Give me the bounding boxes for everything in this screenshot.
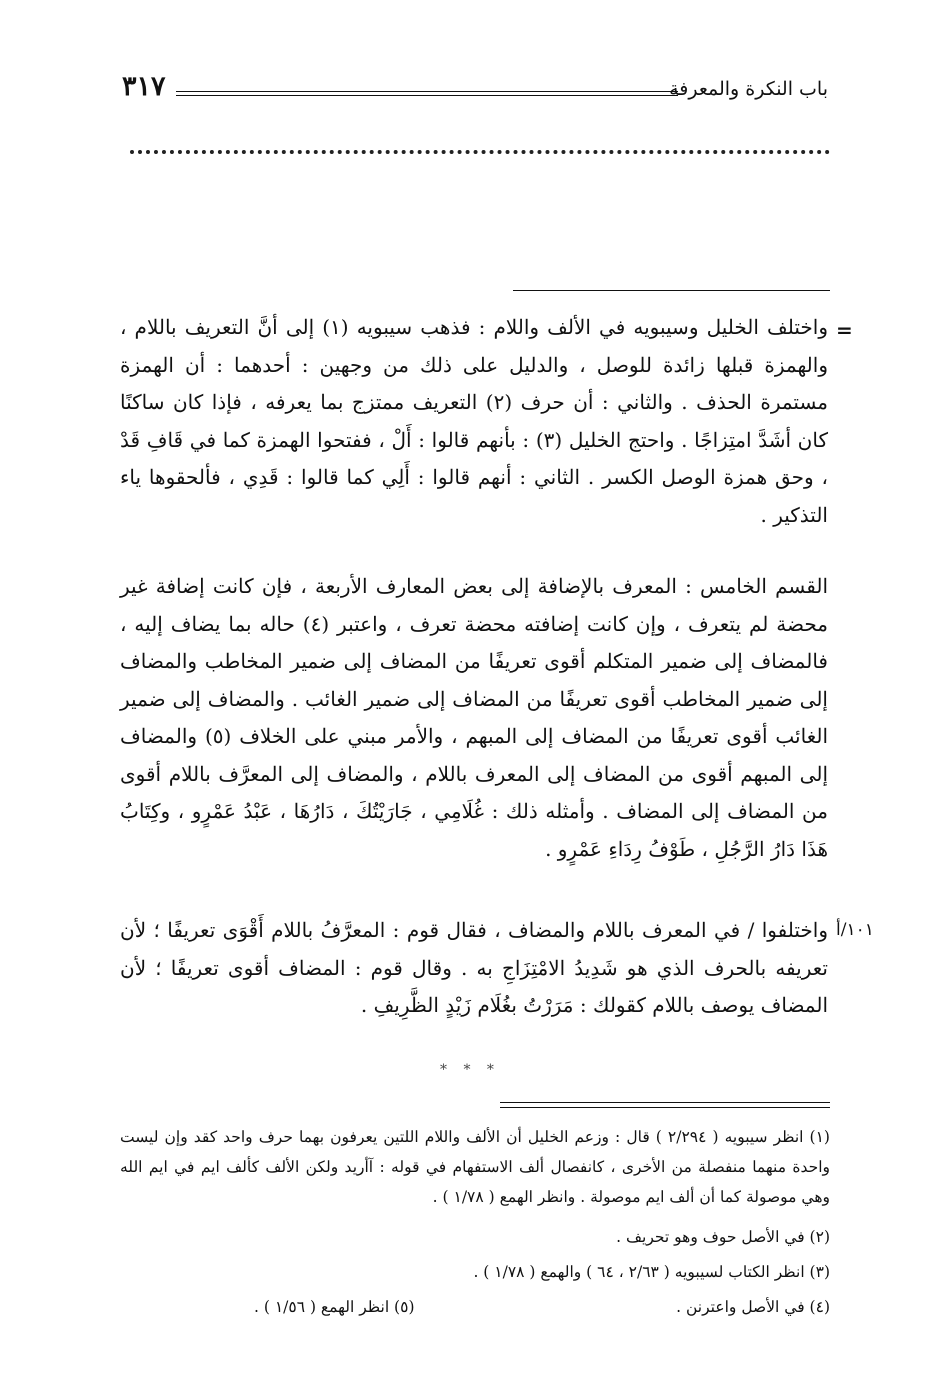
margin-folio-note: ١٠١/أ (836, 920, 874, 940)
section-break-stars: * * * (440, 1062, 500, 1078)
paragraph-alif-lam: واختلف الخليل وسيبويه في الألف واللام : فذهب سيبويه (١) إلى أنَّ التعريف باللام ، والهمزة قبلها زائدة للوصل ، والدليل على ذلك من وجهين : أحدهما : أن الهمزة مستمرة الحذف . والثاني : أن حرف (٢) التعريف ممتزج بما يعرفه ، فإذا كان ساكنًا كان أشَدَّ امتِزاجًا . واحتج الخليل (٣) : بأنهم قالوا : أَلْ ، ففتحوا الهمزة كما في قَافِ قَدْ ، وحق همزة الوصل الكسر . الثاني : أنهم قالوا : أَلِي كما قالوا : قَدِي ، فألحقوها ياء التذكير . (120, 315, 828, 527)
footnote-5: (٥) انظر الهمع ( ١/٥٦ ) . (254, 1298, 415, 1316)
paragraph-fifth-section: القسم الخامس : المعرف بالإضافة إلى بعض المعارف الأربعة ، فإن كانت إضافة غير محضة لم يتعرف ، وإن كانت إضافته محضة تعرف ، واعتبر (٤) حاله بما يضاف إليه ، فالمضاف إلى ضمير المتكلم أقوى تعريفًا من المضاف إلى ضمير المخاطب والمضاف إلى ضمير المخاطب أقوى تعريفًا من المضاف إلى ضمير الغائب . والمضاف إلى ضمير الغائب أقوى تعريفًا من المضاف إلى المبهم ، والأمر مبني على الخلاف (٥) والمضاف إلى المبهم أقوى من المضاف إلى المعرف باللام ، والمضاف إلى المعرَّف باللام أقوى من المضاف إلى المضاف . وأمثله ذلك : غُلَامِي ، جَارَيْتُكَ ، دَارُهَا ، عَبْدُ عَمْرٍو ، وكِتَابُ هَذَا دَارُ الرَّجُلِ ، طَوْفُ رِدَاءِ عَمْرٍو . (120, 574, 829, 861)
footnote-1: (١) انظر سيبويه ( ٢/٢٩٤ ) قال : وزعم الخليل أن الألف واللام اللتين يعرفون بهما حرف واحد كقد وإن ليست واحدة منهما منفصلة من الأخرى ، كانفصال ألف الاستفهام في قوله : آأريد ولكن الألف كألف ايم في ايم الله وهي موصولة كما أن ألف ايم موصولة . وانظر الهمع ( ١/٧٨ ) . (120, 1128, 830, 1206)
footnote-rule (500, 1102, 830, 1103)
dotted-separator (130, 150, 830, 154)
paragraph-disagreement: واختلفوا / في المعرف باللام والمضاف ، فقال قوم : المعرَّفُ باللام أَقْوَى تعريفًا ؛ لأن تعريفه بالحرف الذي هو شَدِيدُ الامْتِزَاجِ به . وقال قوم : المضاف أقوى تعريفًا ؛ لأن المضاف يوصف باللام كقولك : مَرَرْتُ بغُلَام زَيْدٍ الظَّرِيفِ . (120, 918, 828, 1017)
running-title: باب النكرة والمعرفة (669, 78, 828, 100)
footnote-rule-lower (500, 1107, 830, 1108)
header-rule-lower (176, 95, 678, 96)
section-rule (513, 290, 830, 291)
footnote-3: (٣) انظر الكتاب لسيبويه ( ٢/٦٣ ، ٦٤ ) والهمع ( ١/٧٨ ) . (473, 1263, 830, 1281)
header-rule (176, 91, 678, 92)
page-number: ٣١٧ (122, 71, 166, 102)
continuation-mark: = (836, 318, 853, 342)
footnote-2: (٢) في الأصل حوف وهو تحريف . (616, 1228, 830, 1246)
footnote-4: (٤) في الأصل واعترنن . (676, 1298, 830, 1316)
